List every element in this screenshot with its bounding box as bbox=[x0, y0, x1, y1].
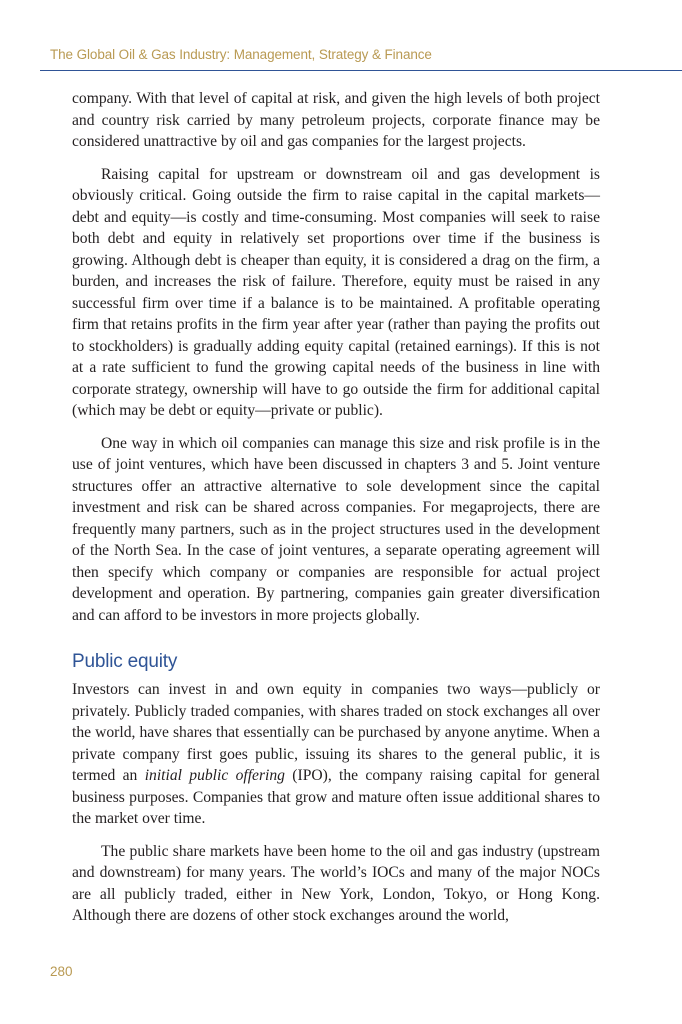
ipo-term: initial public offering bbox=[144, 767, 285, 784]
page-body bbox=[72, 88, 600, 927]
running-header: The Global Oil & Gas Industry: Management, Strategy & Finance bbox=[50, 47, 432, 62]
paragraph-1: company. With that level of capital at risk, and given the high levels of both project and country risk carried by many petroleum projects, corporate finance may be considered unattractive by oil and gas companies for the largest projects. bbox=[72, 90, 600, 150]
paragraph-4 bbox=[72, 679, 600, 830]
header-rule bbox=[40, 70, 682, 71]
paragraph-5: The public share markets have been home to the oil and gas industry (upstream and downstream) for many years. The world’s IOCs and many of the major NOCs are all publicly traded, either in New York, London, Tokyo, or Hong Kong. Although there are dozens of other stock exchanges around the world, bbox=[72, 842, 600, 924]
paragraph-4-text-before: Investors can invest in and own equity in companies two ways—publicly or privately. Publicly traded companies, with shares traded on stock exchanges all over the world, have shares that essentially can be purchased by anyone anytime. When a private company first goes public, issuing its shares to the general public, it is termed an bbox=[72, 681, 600, 784]
paragraph-4-text-after: (IPO), the company raising capital for general business purposes. Companies that grow and mature often issue additional shares to the market over time. bbox=[72, 767, 600, 827]
paragraph-2: Raising capital for upstream or downstream oil and gas development is obviously critical. Going outside the firm to raise capital in the capital markets—debt and equity—is costly and time-consuming. Most companies will seek to raise both debt and equity in relatively set proportions over time if the business is growing. Although debt is cheaper than equity, it is considered a drag on the firm, a burden, and increases the risk of failure. Therefore, equity must be raised in any successful firm over time if a balance is to be maintained. A profitable operating firm that retains profits in the firm year after year (rather than paying the profits out to stockholders) is gradually adding equity capital (retained earnings). If this is not at a rate sufficient to fund the growing capital needs of the business in line with corporate strategy, ownership will have to go outside the firm for additional capital (which may be debt or equity—private or public). bbox=[72, 165, 600, 419]
section-heading-public-equity: Public equity bbox=[72, 651, 178, 672]
paragraph-3: One way in which oil companies can manage this size and risk profile is in the use of joint ventures, which have been discussed in chapters 3 and 5. Joint venture structures offer an attractive alternative to sole development since the capital investment and risk can be shared across companies. For megaprojects, there are frequently many partners, such as in the project structures used in the development of the North Sea. In the case of joint ventures, a separate operating agreement will then specify which company or companies are responsible for actual project development and operation. By partnering, companies gain greater diversification and can afford to be investors in more projects globally. bbox=[72, 434, 600, 624]
page-number: 280 bbox=[50, 964, 73, 979]
